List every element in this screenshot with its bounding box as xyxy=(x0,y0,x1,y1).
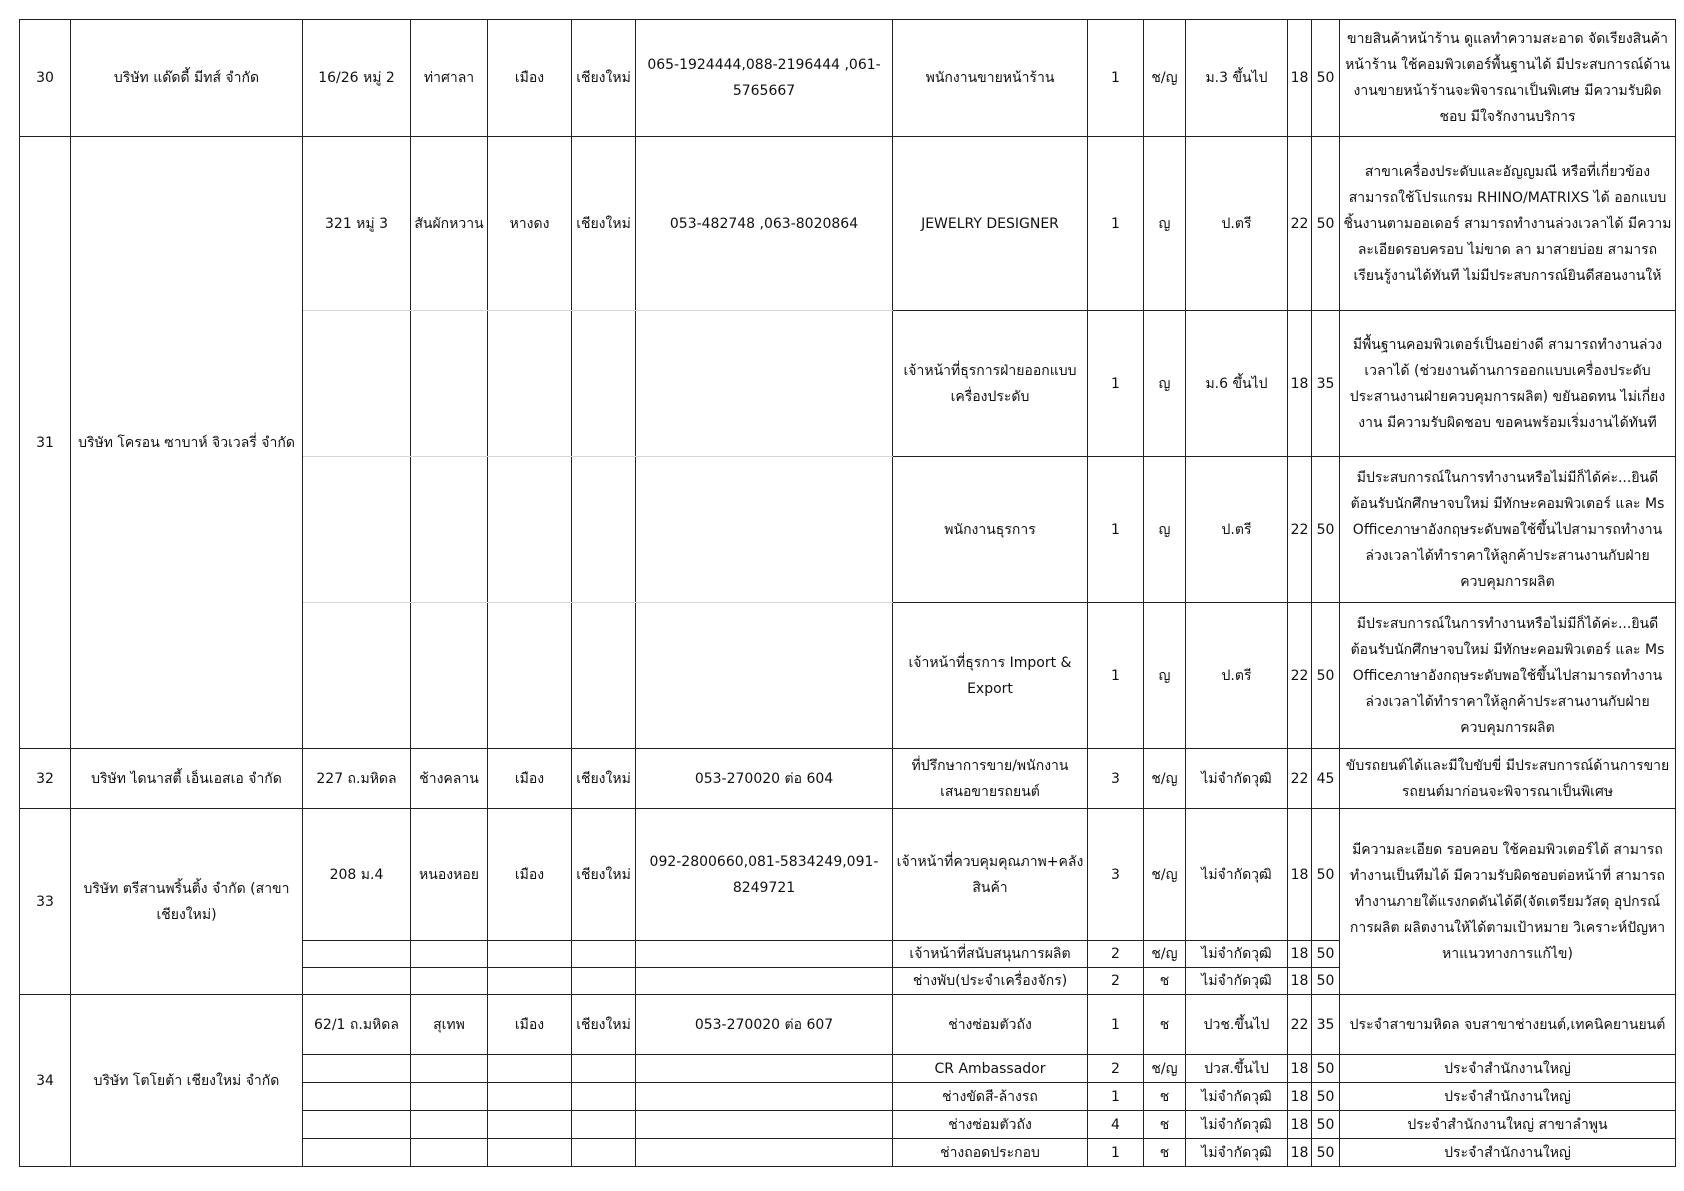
address xyxy=(303,1083,411,1111)
education: ไม่จำกัดวุฒิ xyxy=(1186,968,1288,995)
qualification: ประจำสำนักงานใหญ่ xyxy=(1340,1139,1676,1167)
age-max: 50 xyxy=(1312,1083,1340,1111)
gender: ญ xyxy=(1144,603,1186,749)
company-number: 32 xyxy=(20,749,71,809)
phone xyxy=(636,1083,893,1111)
qualification: มีความละเอียด รอบคอบ ใช้คอมพิวเตอร์ได้ สามารถทำงานเป็นทีมได้ มีความรับผิดชอบต่อหน้าที่ สามารถทำงานภายใต้แรงกดดันได้ดี(จัดเตรียมวัสดุ อุปกรณ์การผลิต ผลิตงานให้ได้ตามเป้าหมาย วิเคราะห์ปัญหาหาแนวทางการแก้ไข) xyxy=(1340,809,1676,995)
subdistrict xyxy=(411,1055,488,1083)
gender: ญ xyxy=(1144,137,1186,311)
count: 1 xyxy=(1088,603,1144,749)
gender: ช xyxy=(1144,1083,1186,1111)
education: ป.ตรี xyxy=(1186,137,1288,311)
age-min: 22 xyxy=(1288,137,1312,311)
count: 2 xyxy=(1088,968,1144,995)
company-name: บริษัท แด๊ดดี้ มีทส์ จำกัด xyxy=(71,20,303,137)
phone: 053-482748 ,063-8020864 xyxy=(636,137,893,311)
gender: ช xyxy=(1144,1111,1186,1139)
qualification: ประจำสำนักงานใหญ่ xyxy=(1340,1055,1676,1083)
count: 1 xyxy=(1088,1139,1144,1167)
qualification: ประจำสำนักงานใหญ่ xyxy=(1340,1083,1676,1111)
position: ช่างซ่อมตัวถัง xyxy=(893,1111,1088,1139)
education: ไม่จำกัดวุฒิ xyxy=(1186,941,1288,968)
company-number: 31 xyxy=(20,137,71,749)
count: 1 xyxy=(1088,20,1144,137)
age-min: 18 xyxy=(1288,809,1312,941)
position: เจ้าหน้าที่ธุรการฝ่ายออกแบบเครื่องประดับ xyxy=(893,311,1088,457)
subdistrict xyxy=(411,1139,488,1167)
position: ช่างขัดสี-ล้างรถ xyxy=(893,1083,1088,1111)
age-min: 18 xyxy=(1288,941,1312,968)
position: เจ้าหน้าที่ควบคุมคุณภาพ+คลังสินค้า xyxy=(893,809,1088,941)
age-min: 22 xyxy=(1288,749,1312,809)
phone: 092-2800660,081-5834249,091-8249721 xyxy=(636,809,893,941)
education: ไม่จำกัดวุฒิ xyxy=(1186,1111,1288,1139)
subdistrict: สุเทพ xyxy=(411,995,488,1055)
company-number: 33 xyxy=(20,809,71,995)
position: พนักงานขายหน้าร้าน xyxy=(893,20,1088,137)
subdistrict: ช้างคลาน xyxy=(411,749,488,809)
district: เมือง xyxy=(488,749,572,809)
education: ไม่จำกัดวุฒิ xyxy=(1186,749,1288,809)
address xyxy=(303,1139,411,1167)
count: 1 xyxy=(1088,311,1144,457)
qualification: ขายสินค้าหน้าร้าน ดูแลทำความสะอาด จัดเรียงสินค้าหน้าร้าน ใช้คอมพิวเตอร์พื้นฐานได้ มีประสบการณ์ด้านงานขายหน้าร้านจะพิจารณาเป็นพิเศษ มีความรับผิดชอบ มีใจรักงานบริการ xyxy=(1340,20,1676,137)
count: 1 xyxy=(1088,995,1144,1055)
address: 321 หมู่ 3 xyxy=(303,137,411,311)
count: 1 xyxy=(1088,137,1144,311)
gender: ช xyxy=(1144,995,1186,1055)
address: 62/1 ถ.มหิดล xyxy=(303,995,411,1055)
district: เมือง xyxy=(488,995,572,1055)
subdistrict: ท่าศาลา xyxy=(411,20,488,137)
gender: ญ xyxy=(1144,311,1186,457)
education: ปวส.ขึ้นไป xyxy=(1186,1055,1288,1083)
subdistrict xyxy=(411,603,488,749)
education: ไม่จำกัดวุฒิ xyxy=(1186,809,1288,941)
district: เมือง xyxy=(488,20,572,137)
education: ไม่จำกัดวุฒิ xyxy=(1186,1139,1288,1167)
address xyxy=(303,1055,411,1083)
age-max: 50 xyxy=(1312,1111,1340,1139)
age-max: 50 xyxy=(1312,1139,1340,1167)
address: 227 ถ.มหิดล xyxy=(303,749,411,809)
gender: ช/ญ xyxy=(1144,1055,1186,1083)
age-max: 50 xyxy=(1312,968,1340,995)
age-max: 50 xyxy=(1312,457,1340,603)
age-max: 50 xyxy=(1312,1055,1340,1083)
subdistrict xyxy=(411,1083,488,1111)
phone xyxy=(636,457,893,603)
gender: ญ xyxy=(1144,457,1186,603)
age-min: 18 xyxy=(1288,1055,1312,1083)
address xyxy=(303,457,411,603)
age-max: 50 xyxy=(1312,809,1340,941)
company-number: 30 xyxy=(20,20,71,137)
district xyxy=(488,311,572,457)
province xyxy=(572,1111,636,1139)
company-name: บริษัท ไดนาสตี้ เอ็นเอสเอ จำกัด xyxy=(71,749,303,809)
province: เชียงใหม่ xyxy=(572,749,636,809)
company-number: 34 xyxy=(20,995,71,1167)
count: 1 xyxy=(1088,1083,1144,1111)
district xyxy=(488,1055,572,1083)
qualification: ประจำสำนักงานใหญ่ สาขาลำพูน xyxy=(1340,1111,1676,1139)
province xyxy=(572,1139,636,1167)
age-max: 50 xyxy=(1312,20,1340,137)
district xyxy=(488,457,572,603)
phone xyxy=(636,1139,893,1167)
subdistrict xyxy=(411,457,488,603)
age-max: 45 xyxy=(1312,749,1340,809)
table-row xyxy=(20,749,1676,809)
phone xyxy=(636,603,893,749)
age-min: 18 xyxy=(1288,1083,1312,1111)
table-row xyxy=(20,137,1676,311)
position: พนักงานธุรการ xyxy=(893,457,1088,603)
province xyxy=(572,457,636,603)
age-min: 18 xyxy=(1288,968,1312,995)
district: เมือง xyxy=(488,809,572,941)
age-max: 50 xyxy=(1312,137,1340,311)
age-min: 18 xyxy=(1288,311,1312,457)
age-min: 18 xyxy=(1288,20,1312,137)
district xyxy=(488,1111,572,1139)
count: 3 xyxy=(1088,809,1144,941)
phone xyxy=(636,1111,893,1139)
gender: ช xyxy=(1144,968,1186,995)
qualification: ขับรถยนต์ได้และมีใบขับขี่ มีประสบการณ์ด้านการขายรถยนต์มาก่อนจะพิจารณาเป็นพิเศษ xyxy=(1340,749,1676,809)
position: เจ้าหน้าที่สนับสนุนการผลิต xyxy=(893,941,1088,968)
age-min: 22 xyxy=(1288,457,1312,603)
age-min: 18 xyxy=(1288,1139,1312,1167)
education: ม.3 ขึ้นไป xyxy=(1186,20,1288,137)
count: 2 xyxy=(1088,1055,1144,1083)
position: JEWELRY DESIGNER xyxy=(893,137,1088,311)
qualification: มีพื้นฐานคอมพิวเตอร์เป็นอย่างดี สามารถทำงานล่วงเวลาได้ (ช่วยงานด้านการออกแบบเครื่องประดับประสานงานฝ่ายควบคุมการผลิต) ขยันอดทน ไม่เกี่ยงงาน มีความรับผิดชอบ ขอคนพร้อมเริ่มงานได้ทันที xyxy=(1340,311,1676,457)
position: ช่างพับ(ประจำเครื่องจักร) xyxy=(893,968,1088,995)
province xyxy=(572,603,636,749)
address: 208 ม.4 xyxy=(303,809,411,941)
qualification: สาขาเครื่องประดับและอัญญมณี หรือที่เกี่ยวข้อง สามารถใช้โปรแกรม RHINO/MATRIXS ได้ ออกแบบชิ้นงานตามออเดอร์ สามารถทำงานล่วงเวลาได้ มีความละเอียดรอบครอบ ไม่ขาด ลา มาสายบ่อย สามารถเรียนรู้งานได้ทันที ไม่มีประสบการณ์ยินดีสอนงานให้ xyxy=(1340,137,1676,311)
company-name: บริษัท ตรีสานพริ้นติ้ง จำกัด (สาขาเชียงใหม่) xyxy=(71,809,303,995)
gender: ช/ญ xyxy=(1144,20,1186,137)
education: ม.6 ขึ้นไป xyxy=(1186,311,1288,457)
district: หางดง xyxy=(488,137,572,311)
age-max: 35 xyxy=(1312,995,1340,1055)
district xyxy=(488,603,572,749)
province xyxy=(572,1083,636,1111)
company-name: บริษัท โครอน ซาบาห์ จิวเวลรี่ จำกัด xyxy=(71,137,303,749)
count: 3 xyxy=(1088,749,1144,809)
province: เชียงใหม่ xyxy=(572,20,636,137)
province: เชียงใหม่ xyxy=(572,995,636,1055)
education: ป.ตรี xyxy=(1186,603,1288,749)
count: 2 xyxy=(1088,941,1144,968)
position: ช่างถอดประกอบ xyxy=(893,1139,1088,1167)
address xyxy=(303,603,411,749)
age-max: 50 xyxy=(1312,603,1340,749)
position: เจ้าหน้าที่ธุรการ Import & Export xyxy=(893,603,1088,749)
phone xyxy=(636,311,893,457)
phone: 053-270020 ต่อ 607 xyxy=(636,995,893,1055)
job-listing-table xyxy=(19,19,1676,1167)
age-min: 22 xyxy=(1288,995,1312,1055)
count: 4 xyxy=(1088,1111,1144,1139)
position: ช่างซ่อมตัวถัง xyxy=(893,995,1088,1055)
subdistrict xyxy=(411,1111,488,1139)
province xyxy=(572,1055,636,1083)
education: ไม่จำกัดวุฒิ xyxy=(1186,1083,1288,1111)
company-name: บริษัท โตโยต้า เชียงใหม่ จำกัด xyxy=(71,995,303,1167)
province: เชียงใหม่ xyxy=(572,137,636,311)
province xyxy=(572,311,636,457)
district xyxy=(488,1139,572,1167)
position: CR Ambassador xyxy=(893,1055,1088,1083)
age-max: 35 xyxy=(1312,311,1340,457)
subdistrict: หนองหอย xyxy=(411,809,488,941)
table-row xyxy=(20,20,1676,137)
age-min: 18 xyxy=(1288,1111,1312,1139)
count: 1 xyxy=(1088,457,1144,603)
education: ป.ตรี xyxy=(1186,457,1288,603)
address xyxy=(303,1111,411,1139)
table-row xyxy=(20,995,1676,1055)
address xyxy=(303,311,411,457)
table-row xyxy=(20,809,1676,941)
qualification: ประจำสาขามหิดล จบสาขาช่างยนต์,เทคนิคยานยนต์ xyxy=(1340,995,1676,1055)
gender: ช/ญ xyxy=(1144,809,1186,941)
address: 16/26 หมู่ 2 xyxy=(303,20,411,137)
subdistrict: สันผักหวาน xyxy=(411,137,488,311)
subdistrict xyxy=(411,311,488,457)
gender: ช xyxy=(1144,1139,1186,1167)
gender: ช/ญ xyxy=(1144,941,1186,968)
phone: 053-270020 ต่อ 604 xyxy=(636,749,893,809)
qualification: มีประสบการณ์ในการทำงานหรือไม่มีก็ได้ค่ะ...ยินดีต้อนรับนักศึกษาจบใหม่ มีทักษะคอมพิวเตอร์ และ Ms Officeภาษาอังกฤษระดับพอใช้ขึ้นไปสามารถทำงานล่วงเวลาได้ทำราคาให้ลูกค้าประสานงานกับฝ่ายควบคุมการผลิต xyxy=(1340,603,1676,749)
phone xyxy=(636,1055,893,1083)
province: เชียงใหม่ xyxy=(572,809,636,941)
gender: ช/ญ xyxy=(1144,749,1186,809)
education: ปวช.ขึ้นไป xyxy=(1186,995,1288,1055)
district xyxy=(488,1083,572,1111)
qualification: มีประสบการณ์ในการทำงานหรือไม่มีก็ได้ค่ะ...ยินดีต้อนรับนักศึกษาจบใหม่ มีทักษะคอมพิวเตอร์ และ Ms Officeภาษาอังกฤษระดับพอใช้ขึ้นไปสามารถทำงานล่วงเวลาได้ทำราคาให้ลูกค้าประสานงานกับฝ่ายควบคุมการผลิต xyxy=(1340,457,1676,603)
phone: 065-1924444,088-2196444 ,061-5765667 xyxy=(636,20,893,137)
position: ที่ปรึกษาการขาย/พนักงานเสนอขายรถยนต์ xyxy=(893,749,1088,809)
age-max: 50 xyxy=(1312,941,1340,968)
age-min: 22 xyxy=(1288,603,1312,749)
